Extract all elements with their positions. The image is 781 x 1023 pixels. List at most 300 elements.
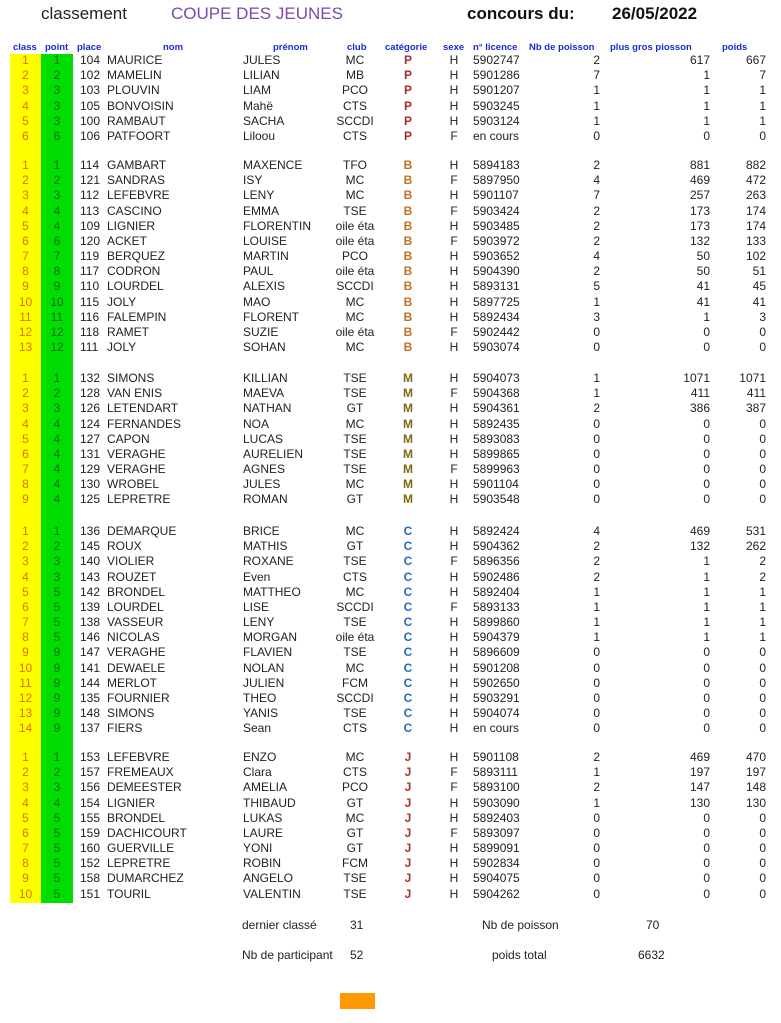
point-cell: 1 [53, 750, 61, 764]
dernier-classe-value: 31 [350, 918, 364, 932]
club-cell: CTS [343, 98, 367, 113]
nb-poisson-cell: 0 [593, 416, 600, 431]
plus-gros-cell: 1 [703, 113, 710, 128]
point-cell: 2 [53, 68, 61, 83]
table-row [0, 661, 781, 676]
nom-cell: RAMBAUT [107, 113, 166, 128]
nb-poisson-cell: 0 [593, 446, 600, 461]
categorie-cell: M [403, 462, 413, 477]
nom-cell: WROBEL [107, 477, 160, 492]
table-row [0, 524, 781, 539]
table-row [0, 279, 781, 294]
class-cell: 13 [18, 706, 33, 721]
nb-participant-label: Nb de participant [242, 948, 333, 962]
sexe-cell: H [449, 871, 459, 886]
point-cell: 4 [53, 203, 61, 218]
poids-cell: 411 [746, 386, 766, 401]
class-cell: 6 [22, 128, 29, 143]
nb-poisson-cell: 2 [593, 203, 600, 218]
poids-cell: 0 [759, 690, 766, 705]
place-cell: 156 [80, 780, 101, 795]
table-row [0, 600, 781, 615]
plus-gros-cell: 0 [703, 841, 710, 856]
plus-gros-cell: 1 [703, 98, 710, 113]
licence-cell: 5903074 [473, 340, 520, 355]
table-row [0, 826, 781, 841]
poids-cell: 0 [759, 660, 766, 675]
point-cell: 3 [53, 780, 61, 795]
categorie-cell: C [403, 675, 413, 690]
nom-cell: ROUZET [107, 569, 157, 584]
categorie-cell: C [403, 554, 413, 569]
plus-gros-cell: 0 [703, 128, 710, 143]
class-cell: 11 [19, 309, 32, 324]
class-cell: 2 [22, 765, 29, 780]
plus-gros-cell: 0 [703, 810, 710, 825]
sexe-cell: H [449, 660, 459, 675]
place-cell: 121 [80, 173, 101, 188]
plus-gros-cell: 1 [703, 569, 710, 584]
nb-poisson-cell: 1 [593, 386, 600, 401]
club-cell: MC [345, 53, 365, 67]
poids-cell: 0 [759, 841, 766, 856]
categorie-cell: J [404, 825, 412, 840]
header-poids: poids [722, 42, 748, 53]
licence-cell: 5897725 [473, 294, 520, 309]
nb-poisson-cell: 2 [593, 53, 600, 67]
class-cell: 12 [18, 690, 33, 705]
prenom-cell: PAUL [243, 264, 274, 279]
prenom-cell: Clara [243, 765, 272, 780]
licence-cell: 5904073 [473, 371, 520, 385]
table-row [0, 796, 781, 811]
club-cell: MC [345, 294, 365, 309]
club-cell: TSE [343, 886, 367, 901]
categorie-cell: M [403, 371, 413, 385]
plus-gros-cell: 41 [696, 279, 710, 294]
place-cell: 151 [80, 886, 101, 901]
prenom-cell: NATHAN [243, 401, 292, 416]
class-cell: 8 [22, 630, 29, 645]
licence-cell: 5904368 [473, 386, 520, 401]
poids-cell: 1 [759, 113, 766, 128]
nb-poisson-cell: 0 [593, 841, 600, 856]
plus-gros-cell: 1 [703, 630, 710, 645]
place-cell: 105 [80, 98, 101, 113]
sexe-cell: F [450, 173, 458, 188]
club-cell: SCCDI [336, 599, 374, 614]
prenom-cell: AMELIA [243, 780, 288, 795]
club-cell: TSE [343, 462, 367, 477]
licence-cell: 5901286 [473, 68, 520, 83]
page-title: COUPE DES JEUNES [171, 4, 343, 23]
point-cell: 7 [53, 249, 61, 264]
prenom-cell: LIAM [243, 83, 272, 98]
table-row [0, 570, 781, 585]
sexe-cell: H [449, 249, 459, 264]
nb-poisson-cell: 0 [593, 825, 600, 840]
licence-cell: 5903424 [473, 203, 520, 218]
table-row [0, 780, 781, 795]
point-cell: 10 [50, 294, 64, 309]
place-cell: 145 [80, 539, 101, 554]
class-cell: 1 [22, 371, 29, 385]
nb-poisson-cell: 1 [593, 113, 600, 128]
sexe-cell: H [449, 371, 459, 385]
nom-cell: DEMARQUE [107, 524, 177, 538]
poids-total-value: 6632 [638, 948, 665, 962]
point-cell: 4 [53, 446, 61, 461]
categorie-cell: J [404, 841, 412, 856]
header-place: place [77, 42, 102, 53]
nb-poisson-cell: 0 [593, 886, 600, 901]
nom-cell: DACHICOURT [107, 825, 187, 840]
poids-cell: 1 [759, 615, 766, 630]
class-cell: 3 [22, 401, 29, 416]
class-cell: 9 [22, 645, 29, 660]
plus-gros-cell: 130 [689, 795, 710, 810]
place-cell: 129 [80, 462, 101, 477]
table-row [0, 539, 781, 554]
plus-gros-cell: 1 [703, 309, 710, 324]
place-cell: 152 [80, 856, 101, 871]
club-cell: MC [345, 584, 365, 599]
class-cell: 10 [18, 294, 33, 309]
club-cell: TSE [343, 203, 367, 218]
prenom-cell: NOLAN [243, 660, 285, 675]
nb-poisson-cell: 1 [593, 584, 600, 599]
sexe-cell: H [449, 750, 459, 764]
plus-gros-cell: 1 [703, 599, 710, 614]
prenom-cell: MORGAN [243, 630, 297, 645]
poids-cell: 1 [759, 584, 766, 599]
concours-date: 26/05/2022 [612, 4, 698, 23]
poids-cell: 1 [759, 599, 766, 614]
plus-gros-cell: 0 [703, 446, 710, 461]
nb-poisson-cell: 2 [593, 158, 600, 172]
point-cell: 4 [53, 431, 61, 446]
table-row [0, 158, 781, 173]
class-cell: 4 [22, 795, 29, 810]
prenom-cell: LENY [243, 188, 275, 203]
table-row [0, 310, 781, 325]
class-cell: 10 [18, 660, 33, 675]
nb-poisson-cell: 0 [593, 675, 600, 690]
nom-cell: ROUX [107, 539, 142, 554]
plus-gros-cell: 0 [703, 324, 710, 339]
plus-gros-cell: 0 [703, 416, 710, 431]
poids-cell: 3 [759, 309, 766, 324]
plus-gros-cell: 0 [703, 721, 710, 736]
club-cell: GT [346, 825, 364, 840]
place-cell: 131 [80, 446, 101, 461]
nb-poisson-cell: 0 [593, 871, 600, 886]
plus-gros-cell: 0 [703, 645, 710, 660]
class-cell: 11 [19, 675, 32, 690]
poids-cell: 51 [752, 264, 766, 279]
header-licence: n° licence [473, 42, 518, 53]
plus-gros-cell: 197 [689, 765, 710, 780]
plus-gros-cell: 1 [703, 83, 710, 98]
club-cell: MC [345, 477, 365, 492]
sexe-cell: H [449, 492, 459, 507]
class-cell: 8 [22, 856, 29, 871]
poids-cell: 45 [752, 279, 766, 294]
table-row [0, 765, 781, 780]
prenom-cell: MATHIS [243, 539, 288, 554]
place-cell: 157 [80, 765, 101, 780]
categorie-cell: B [403, 203, 413, 218]
place-cell: 100 [80, 113, 101, 128]
nom-cell: VERAGHE [107, 446, 166, 461]
categorie-cell: C [403, 599, 413, 614]
header-nb-poisson: Nb de poisson [529, 42, 595, 53]
plus-gros-cell: 41 [696, 294, 710, 309]
nb-poisson-cell: 2 [593, 750, 600, 764]
sexe-cell: F [450, 462, 458, 477]
nom-cell: BRONDEL [107, 584, 166, 599]
table-row [0, 188, 781, 203]
nom-cell: SANDRAS [107, 173, 166, 188]
nom-cell: FOURNIER [107, 690, 170, 705]
plus-gros-cell: 1 [703, 68, 710, 83]
table-row [0, 295, 781, 310]
point-cell: 3 [53, 401, 61, 416]
categorie-cell: P [403, 53, 412, 67]
place-cell: 125 [80, 492, 101, 507]
plus-gros-cell: 881 [689, 158, 710, 172]
nb-poisson-cell: 3 [593, 309, 600, 324]
plus-gros-cell: 0 [703, 492, 710, 507]
nb-poisson-cell: 4 [593, 249, 600, 264]
point-cell: 3 [53, 98, 61, 113]
prenom-cell: LILIAN [243, 68, 280, 83]
place-cell: 126 [80, 401, 101, 416]
class-cell: 4 [22, 203, 29, 218]
place-cell: 127 [80, 431, 101, 446]
club-cell: PCO [341, 780, 368, 795]
table-row [0, 630, 781, 645]
dernier-classe-label: dernier classé [242, 918, 317, 932]
nb-poisson-cell: 5 [593, 279, 600, 294]
table-row [0, 99, 781, 114]
nb-poisson-cell: 1 [593, 98, 600, 113]
licence-cell: 5901207 [473, 83, 520, 98]
licence-cell: 5896609 [473, 645, 520, 660]
point-cell: 9 [53, 675, 61, 690]
plus-gros-cell: 469 [689, 750, 710, 764]
plus-gros-cell: 50 [696, 249, 710, 264]
nb-poisson-cell: 1 [593, 371, 600, 385]
plus-gros-cell: 0 [703, 825, 710, 840]
class-cell: 1 [22, 524, 29, 538]
class-cell: 5 [22, 431, 29, 446]
point-cell: 1 [53, 158, 61, 172]
licence-cell: 5904074 [473, 706, 520, 721]
point-cell: 9 [53, 279, 61, 294]
categorie-cell: B [403, 188, 413, 203]
licence-cell: 5901104 [473, 477, 519, 492]
nb-poisson-cell: 4 [593, 524, 600, 538]
point-cell: 2 [53, 765, 61, 780]
prenom-cell: FLAVIEN [243, 645, 293, 660]
categorie-cell: C [403, 660, 413, 675]
point-cell: 3 [53, 113, 61, 128]
nom-cell: CAPON [107, 431, 150, 446]
point-cell: 9 [53, 690, 61, 705]
orange-button[interactable] [340, 993, 375, 1009]
class-cell: 3 [22, 554, 29, 569]
plus-gros-cell: 132 [689, 233, 710, 248]
place-cell: 140 [80, 554, 101, 569]
table-row [0, 477, 781, 492]
point-cell: 1 [53, 53, 61, 67]
prenom-cell: ALEXIS [243, 279, 286, 294]
categorie-cell: B [403, 158, 413, 172]
nb-poisson-cell: 2 [593, 554, 600, 569]
prenom-cell: AURELIEN [243, 446, 304, 461]
prenom-cell: MAO [243, 294, 271, 309]
licence-cell: 5899963 [473, 462, 520, 477]
categorie-cell: B [403, 218, 413, 233]
poids-cell: 0 [759, 645, 766, 660]
plus-gros-cell: 411 [690, 386, 710, 401]
class-cell: 8 [22, 264, 29, 279]
club-cell: GT [346, 841, 364, 856]
sexe-cell: F [450, 386, 458, 401]
point-cell: 9 [53, 660, 61, 675]
categorie-cell: B [403, 233, 413, 248]
licence-cell: 5892404 [473, 584, 520, 599]
sexe-cell: H [449, 83, 459, 98]
point-cell: 9 [53, 721, 61, 736]
table-row [0, 676, 781, 691]
categorie-cell: B [403, 264, 413, 279]
nb-poisson-cell: 0 [593, 128, 600, 143]
poids-cell: 0 [759, 825, 766, 840]
poids-cell: 7 [759, 68, 766, 83]
point-cell: 4 [53, 416, 61, 431]
sexe-cell: H [449, 645, 459, 660]
class-cell: 6 [22, 233, 29, 248]
table-row [0, 585, 781, 600]
sexe-cell: H [449, 113, 459, 128]
club-cell: MC [345, 660, 365, 675]
categorie-cell: J [404, 810, 412, 825]
poids-total-label: poids total [492, 948, 547, 962]
categorie-cell: C [403, 539, 413, 554]
sexe-cell: H [449, 68, 459, 83]
point-cell: 4 [53, 218, 61, 233]
nb-poisson-cell: 2 [593, 233, 600, 248]
prenom-cell: VALENTIN [243, 886, 301, 901]
poids-cell: 41 [752, 294, 766, 309]
poids-cell: 470 [745, 750, 766, 764]
licence-cell: 5903245 [473, 98, 520, 113]
prenom-cell: MATTHEO [243, 584, 301, 599]
poids-cell: 0 [759, 324, 766, 339]
plus-gros-cell: 0 [703, 431, 710, 446]
nb-poisson-cell: 0 [593, 324, 600, 339]
table-row [0, 811, 781, 826]
club-cell: CTS [343, 721, 367, 736]
prenom-cell: ISY [243, 173, 263, 188]
club-cell: MC [345, 750, 365, 764]
nb-poisson-cell: 2 [593, 780, 600, 795]
place-cell: 111 [80, 340, 99, 355]
plus-gros-cell: 0 [703, 886, 710, 901]
place-cell: 106 [80, 128, 101, 143]
poids-cell: 197 [745, 765, 766, 780]
club-cell: SCCDI [336, 690, 374, 705]
nb-poisson-cell: 0 [593, 431, 600, 446]
table-row [0, 462, 781, 477]
categorie-cell: J [404, 750, 412, 764]
point-cell: 5 [53, 886, 61, 901]
prenom-cell: SACHA [243, 113, 285, 128]
categorie-cell: B [403, 324, 413, 339]
nom-cell: MERLOT [107, 675, 158, 690]
categorie-cell: M [403, 401, 413, 416]
sexe-cell: H [449, 706, 459, 721]
nom-cell: LOURDEL [107, 279, 164, 294]
nb-poisson-cell: 0 [593, 856, 600, 871]
class-cell: 6 [22, 599, 29, 614]
point-cell: 5 [53, 841, 61, 856]
point-cell: 4 [53, 492, 61, 507]
place-cell: 116 [80, 309, 100, 324]
poids-cell: 0 [759, 706, 766, 721]
plus-gros-cell: 0 [703, 660, 710, 675]
nom-cell: FREMEAUX [107, 765, 174, 780]
point-cell: 3 [53, 554, 61, 569]
sexe-cell: F [450, 825, 458, 840]
class-cell: 7 [22, 249, 29, 264]
club-cell: SCCDI [336, 279, 374, 294]
point-cell: 3 [53, 188, 61, 203]
poids-cell: 0 [759, 128, 766, 143]
nb-participant-value: 52 [350, 948, 364, 962]
club-cell: oile éta [335, 233, 375, 248]
prenom-cell: ROXANE [243, 554, 294, 569]
nom-cell: MAMELIN [107, 68, 162, 83]
categorie-cell: B [403, 294, 413, 309]
club-cell: TSE [343, 706, 367, 721]
club-cell: oile éta [335, 264, 375, 279]
place-cell: 132 [80, 371, 101, 385]
prenom-cell: ROMAN [243, 492, 288, 507]
plus-gros-cell: 617 [689, 53, 710, 67]
nom-cell: SIMONS [107, 706, 155, 721]
class-cell: 7 [22, 615, 29, 630]
prenom-cell: BRICE [243, 524, 280, 538]
plus-gros-cell: 50 [696, 264, 710, 279]
club-cell: GT [346, 492, 364, 507]
poids-cell: 0 [759, 340, 766, 355]
sexe-cell: H [449, 309, 459, 324]
point-cell: 4 [53, 477, 61, 492]
categorie-cell: B [403, 173, 413, 188]
categorie-cell: B [403, 309, 413, 324]
nom-cell: DUMARCHEZ [107, 871, 184, 886]
table-row [0, 114, 781, 129]
sexe-cell: H [449, 98, 459, 113]
sexe-cell: H [449, 279, 459, 294]
place-cell: 136 [80, 524, 101, 538]
sexe-cell: H [449, 340, 459, 355]
place-cell: 143 [80, 569, 101, 584]
nom-cell: LETENDART [107, 401, 179, 416]
